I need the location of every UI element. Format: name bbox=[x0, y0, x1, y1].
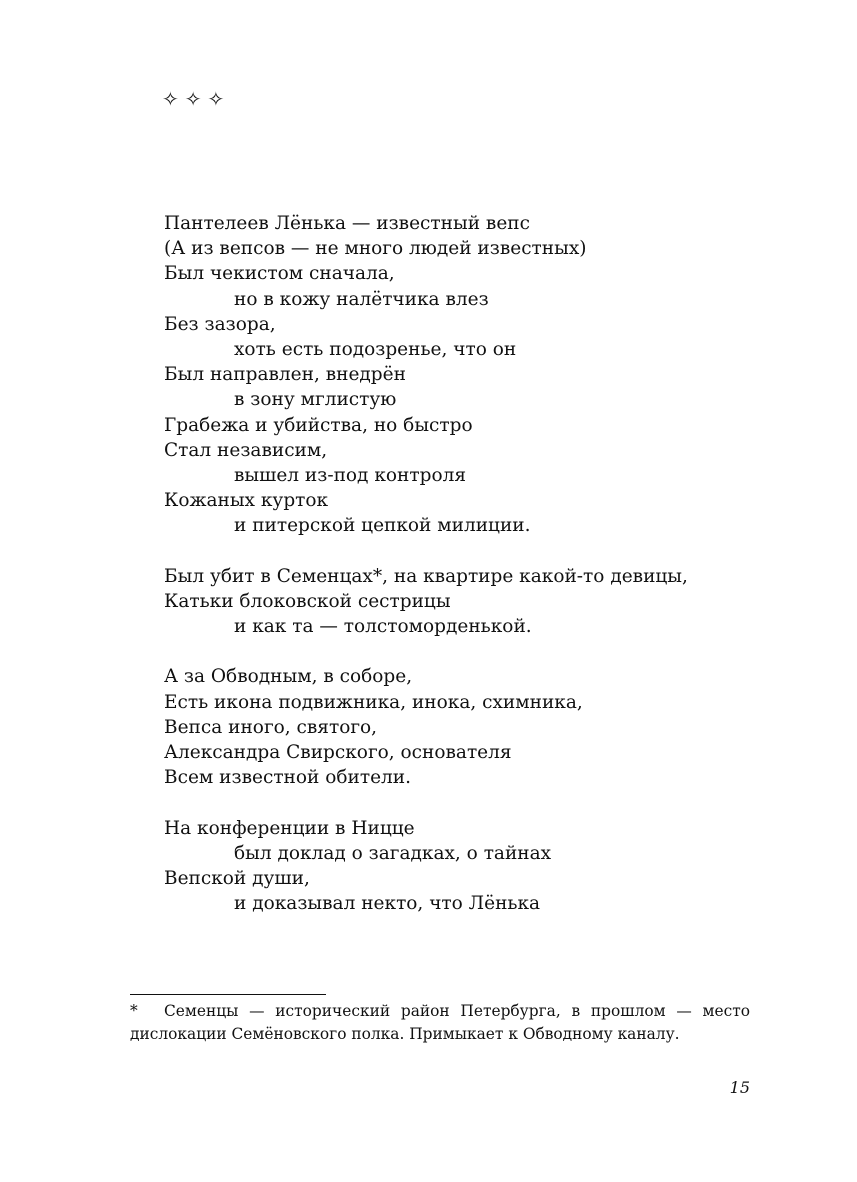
poem-line: и питерской цепкой милиции. bbox=[234, 515, 531, 537]
poem-line: Пантелеев Лёнька — известный вепс bbox=[164, 213, 530, 234]
footnote-marker: * bbox=[130, 1002, 138, 1020]
poem-line: Есть икона подвижника, инока, схимника, bbox=[164, 691, 583, 713]
poem-line: вышел из-под контроля bbox=[234, 464, 466, 486]
poem-line: Вепса иного, святого, bbox=[164, 716, 378, 738]
poem-line: и доказывал некто, что Лёнька bbox=[234, 893, 541, 915]
poem-line: Всем известной обители. bbox=[164, 767, 411, 789]
stanza-gap bbox=[164, 790, 784, 815]
poem-line: Александра Свирского, основателя bbox=[164, 741, 512, 763]
page-number: 15 bbox=[729, 1078, 750, 1097]
poem-line: Катьки блоковской сестрицы bbox=[164, 590, 451, 612]
footnote bbox=[130, 1000, 750, 1046]
poem-line: хоть есть подозренье, что он bbox=[234, 338, 517, 360]
stanza-gap bbox=[164, 639, 784, 664]
poem-line: (А из вепсов — не много людей известных) bbox=[164, 238, 587, 260]
poem-line: Кожаных курток bbox=[164, 490, 329, 512]
section-ornament: ✧✧✧ bbox=[162, 87, 231, 111]
footnote-divider bbox=[130, 994, 326, 995]
poem-line: Был убит в Семенцах*, на квартире какой-то девицы, bbox=[164, 565, 688, 587]
poem-line: Был направлен, внедрён bbox=[164, 364, 406, 386]
poem-line: но в кожу налётчика влез bbox=[234, 288, 489, 310]
poem-line: Без зазора, bbox=[164, 313, 276, 335]
poem-line: А за Обводным, в соборе, bbox=[164, 666, 413, 688]
poem-line: На конференции в Ницце bbox=[164, 817, 415, 839]
poem-line: был доклад о загадках, о тайнах bbox=[234, 842, 552, 864]
poem-line: Был чекистом сначала, bbox=[164, 263, 395, 285]
poem-line: Вепской души, bbox=[164, 867, 310, 889]
poem-line: Стал независим, bbox=[164, 439, 328, 461]
poem-line: в зону мглистую bbox=[234, 389, 397, 411]
stanza-gap bbox=[164, 538, 784, 563]
footnote-text: Семенцы — исторический район Петербурга, в прошлом — место дислокации Семёновского полка. Примыкает к Обводному каналу. bbox=[130, 1002, 750, 1043]
poem bbox=[164, 211, 784, 916]
poem-line: и как та — толстоморденькой. bbox=[234, 616, 532, 637]
poem-line: Грабежа и убийства, но быстро bbox=[164, 414, 473, 436]
